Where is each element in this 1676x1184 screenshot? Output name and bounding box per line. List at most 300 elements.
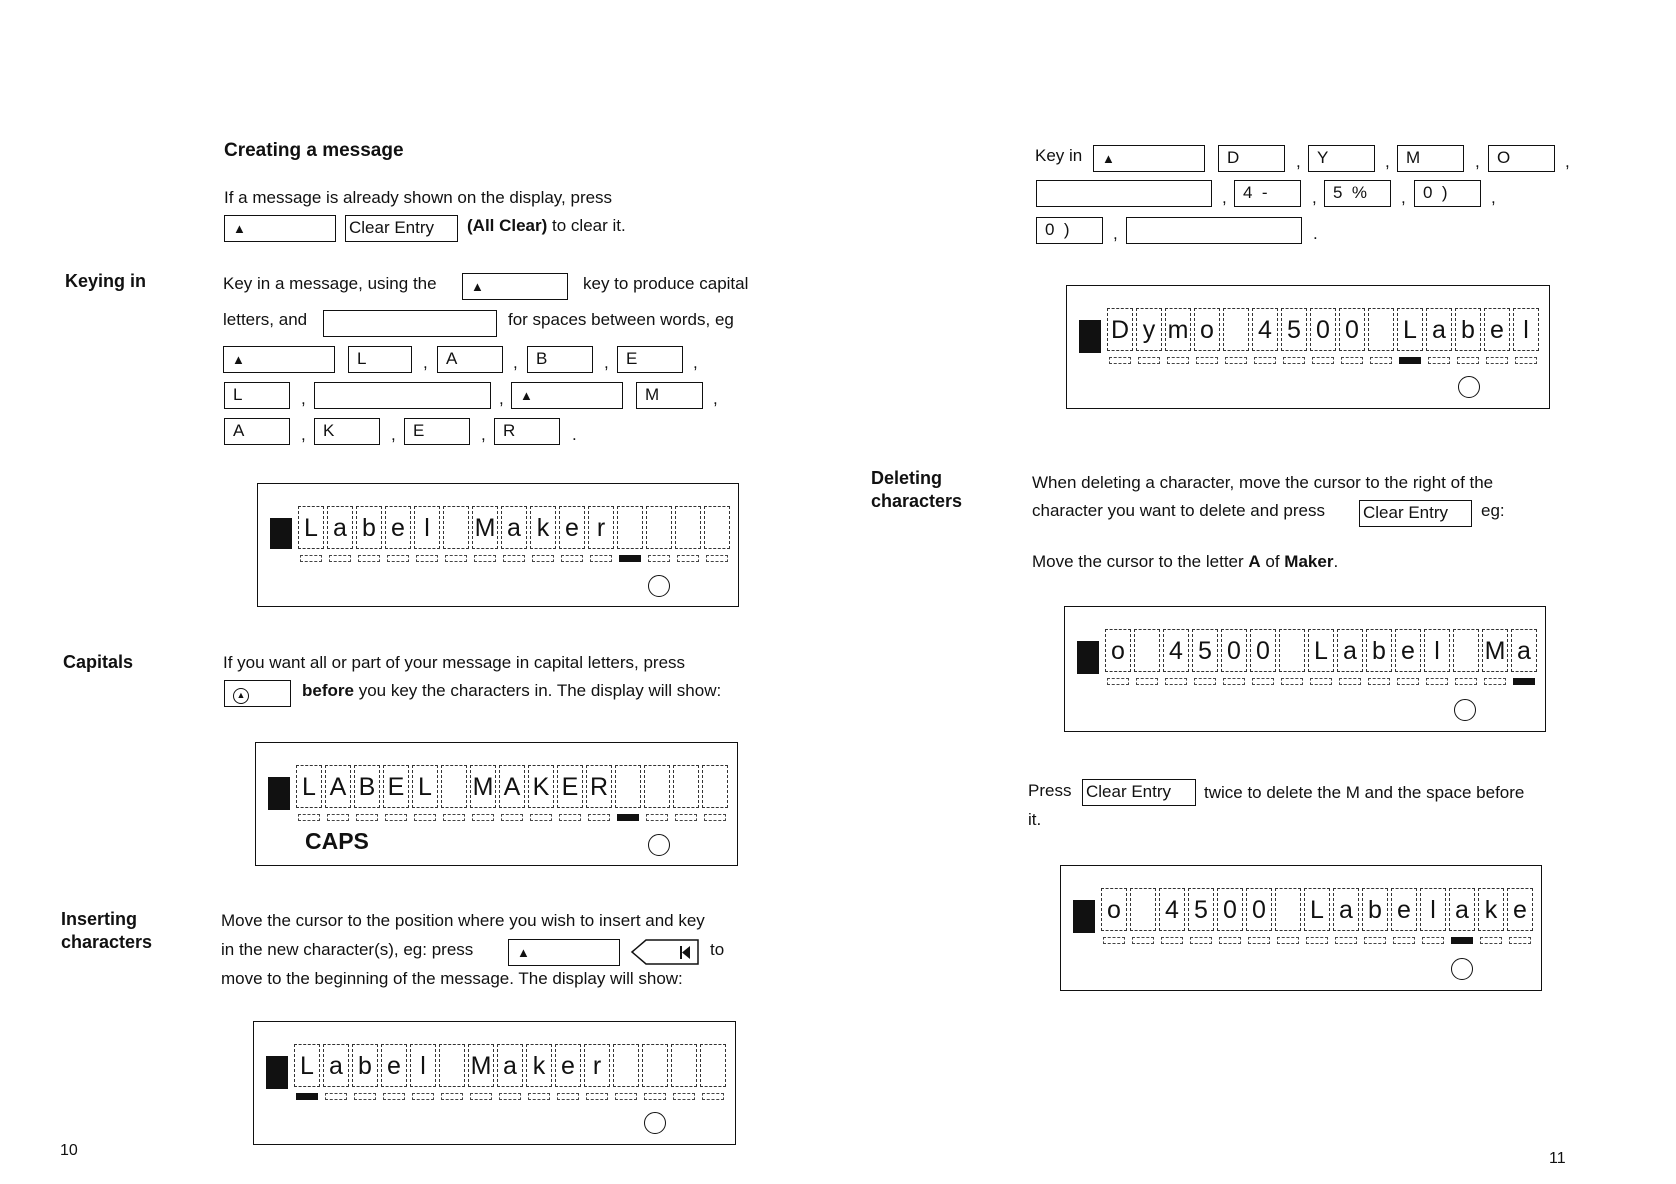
display-char-cell: 0 — [1339, 308, 1365, 351]
position-indicator — [1306, 937, 1328, 944]
display-char-cell: L — [294, 1044, 320, 1087]
key-L: L — [224, 382, 290, 409]
display-cursor — [1077, 641, 1099, 674]
position-indicator — [1341, 357, 1363, 364]
shift-key — [223, 346, 335, 373]
comma: , — [391, 425, 396, 444]
position-indicator — [499, 1093, 521, 1100]
display-char-cell: l — [1424, 629, 1450, 672]
key-5: 5 % — [1324, 180, 1391, 207]
display-char-cell: e — [385, 506, 411, 549]
display-char-cell: L — [1304, 888, 1330, 931]
display-char-cell: k — [1478, 888, 1504, 931]
key-M: M — [636, 382, 703, 409]
position-indicator — [644, 1093, 666, 1100]
lcd-display — [257, 483, 739, 607]
key-O: O — [1488, 145, 1555, 172]
lcd-display-delete-2 — [1060, 865, 1542, 991]
display-char-cell: L — [296, 765, 322, 808]
cursor-position-indicator — [1513, 678, 1535, 685]
side-label-capitals: Capitals — [63, 652, 134, 672]
display-char-cell: M — [470, 765, 496, 808]
display-cells — [1107, 308, 1542, 351]
display-char-cell: M — [1482, 629, 1508, 672]
display-char-cell — [673, 765, 699, 808]
deleting-line2b: eg: — [1481, 501, 1505, 520]
line3-a: Move the cursor to the letter — [1032, 552, 1249, 571]
comma: , — [713, 389, 718, 408]
key-A: A — [224, 418, 290, 445]
position-indicator — [503, 555, 525, 562]
position-indicator — [1370, 357, 1392, 364]
cursor-position-indicator — [1451, 937, 1473, 944]
shift-arrow-icon: ▲ — [232, 352, 245, 367]
position-indicator — [356, 814, 378, 821]
shift-arrow-icon: ▲ — [1102, 151, 1115, 166]
position-indicator — [383, 1093, 405, 1100]
keying-line2b: for spaces between words, eg — [508, 310, 734, 329]
cursor-position-indicator — [619, 555, 641, 562]
clear-entry-key: Clear Entry — [1082, 779, 1196, 806]
position-indicator — [414, 814, 436, 821]
space-key — [1036, 180, 1212, 207]
comma: , — [1565, 152, 1570, 171]
display-char-cell: r — [584, 1044, 610, 1087]
deleting-label-line1: Deleting — [871, 468, 943, 488]
comma: , — [1491, 188, 1496, 207]
comma: , — [301, 425, 306, 444]
display-cells — [1105, 629, 1540, 672]
display-char-cell — [702, 765, 728, 808]
display-char-cell: B — [354, 765, 380, 808]
display-char-cell: l — [414, 506, 440, 549]
position-indicator — [445, 555, 467, 562]
inserting-label-line1: Inserting — [61, 909, 138, 929]
position-indicator — [1252, 678, 1274, 685]
position-indicator — [530, 814, 552, 821]
lcd-display-delete-1 — [1064, 606, 1546, 732]
before-bold: before — [302, 681, 354, 700]
comma: , — [1222, 188, 1227, 207]
display-char-cell: 4 — [1159, 888, 1185, 931]
position-indicator — [1339, 678, 1361, 685]
capitals-line1: If you want all or part of your message in capital letters, press — [223, 653, 686, 672]
position-indicator — [298, 814, 320, 821]
key-E: E — [404, 418, 470, 445]
position-indicator — [1428, 357, 1450, 364]
comma: , — [1312, 188, 1317, 207]
keyin-label: Key in — [1035, 146, 1083, 165]
key-R: R — [494, 418, 560, 445]
display-cursor — [268, 777, 290, 810]
display-char-cell: E — [557, 765, 583, 808]
status-circle-icon — [1458, 376, 1480, 398]
position-indicator — [1364, 937, 1386, 944]
position-indicator — [441, 1093, 463, 1100]
display-indicators — [296, 1093, 731, 1100]
position-indicator — [1107, 678, 1129, 685]
intro-tail-text: to clear it. — [547, 216, 626, 235]
display-char-cell: o — [1105, 629, 1131, 672]
shift-arrow-icon: ▲ — [233, 221, 246, 236]
display-indicators — [1109, 357, 1544, 364]
position-indicator — [1219, 937, 1241, 944]
caps-indicator: CAPS — [305, 828, 369, 854]
display-cells — [298, 506, 733, 549]
line3-c: of — [1260, 552, 1285, 571]
deleting-label-line2: characters — [871, 491, 963, 511]
status-circle-icon — [644, 1112, 666, 1134]
intro-tail — [467, 212, 626, 240]
display-indicators — [1103, 937, 1538, 944]
display-char-cell — [617, 506, 643, 549]
display-char-cell — [644, 765, 670, 808]
key-K: K — [314, 418, 380, 445]
display-char-cell: b — [1455, 308, 1481, 351]
display-indicators — [1107, 678, 1542, 685]
display-char-cell: e — [559, 506, 585, 549]
display-char-cell: A — [325, 765, 351, 808]
comma: , — [1296, 152, 1301, 171]
display-char-cell: e — [381, 1044, 407, 1087]
display-char-cell — [704, 506, 730, 549]
display-char-cell: l — [410, 1044, 436, 1087]
position-indicator — [1515, 357, 1537, 364]
display-char-cell: 0 — [1221, 629, 1247, 672]
position-indicator — [1109, 357, 1131, 364]
display-char-cell — [439, 1044, 465, 1087]
display-char-cell: a — [327, 506, 353, 549]
position-indicator — [559, 814, 581, 821]
status-circle-icon — [648, 575, 670, 597]
display-char-cell: 0 — [1250, 629, 1276, 672]
key-A: A — [437, 346, 503, 373]
position-indicator — [1393, 937, 1415, 944]
display-char-cell: A — [499, 765, 525, 808]
position-indicator — [1132, 937, 1154, 944]
display-char-cell: k — [530, 506, 556, 549]
position-indicator — [327, 814, 349, 821]
display-char-cell: e — [1507, 888, 1533, 931]
position-indicator — [590, 555, 612, 562]
display-char-cell — [1223, 308, 1249, 351]
display-char-cell: b — [1366, 629, 1392, 672]
shift-key — [1093, 145, 1205, 172]
position-indicator — [1422, 937, 1444, 944]
key-0: 0 ) — [1414, 180, 1481, 207]
position-indicator — [325, 1093, 347, 1100]
comma: . — [572, 425, 577, 444]
display-char-cell: 5 — [1192, 629, 1218, 672]
display-char-cell: e — [555, 1044, 581, 1087]
position-indicator — [1136, 678, 1158, 685]
position-indicator — [1196, 357, 1218, 364]
display-char-cell: a — [1337, 629, 1363, 672]
position-indicator — [1223, 678, 1245, 685]
display-cursor — [266, 1056, 288, 1089]
key-0: 0 ) — [1036, 217, 1103, 244]
space-key — [1126, 217, 1302, 244]
line3-d: Maker — [1284, 552, 1334, 571]
shift-arrow-icon: ▲ — [520, 388, 533, 403]
key-4: 4 - — [1234, 180, 1301, 207]
display-char-cell: R — [586, 765, 612, 808]
press-rest2: it. — [1028, 810, 1042, 829]
display-char-cell: K — [528, 765, 554, 808]
position-indicator — [1167, 357, 1189, 364]
inserting-line2b: to — [710, 940, 725, 959]
lcd-display-caps — [255, 742, 738, 866]
position-indicator — [648, 555, 670, 562]
comma: , — [604, 353, 609, 372]
position-indicator — [300, 555, 322, 562]
keying-line2a: letters, and — [223, 310, 308, 329]
position-indicator — [387, 555, 409, 562]
display-char-cell — [700, 1044, 726, 1087]
line3-b: A — [1248, 552, 1261, 571]
display-char-cell: 0 — [1217, 888, 1243, 931]
display-indicators — [300, 555, 735, 562]
display-char-cell: l — [1420, 888, 1446, 931]
display-char-cell — [646, 506, 672, 549]
position-indicator — [1480, 937, 1502, 944]
position-indicator — [557, 1093, 579, 1100]
position-indicator — [1194, 678, 1216, 685]
deleting-line2a: character you want to delete and press — [1032, 501, 1325, 520]
section-title: Creating a message — [224, 140, 404, 161]
inserting-line2a: in the new character(s), eg: press — [221, 940, 474, 959]
comma: , — [513, 353, 518, 372]
display-char-cell: 0 — [1310, 308, 1336, 351]
display-char-cell — [1279, 629, 1305, 672]
status-circle-icon — [648, 834, 670, 856]
position-indicator — [501, 814, 523, 821]
position-indicator — [358, 555, 380, 562]
display-char-cell: 0 — [1246, 888, 1272, 931]
position-indicator — [1190, 937, 1212, 944]
display-char-cell: e — [1395, 629, 1421, 672]
position-indicator — [1426, 678, 1448, 685]
press-rest: twice to delete the M and the space before — [1204, 783, 1525, 802]
deleting-line3 — [1032, 548, 1338, 576]
all-clear-bold: (All Clear) — [467, 216, 548, 235]
display-char-cell: L — [1308, 629, 1334, 672]
cursor-position-indicator — [617, 814, 639, 821]
display-char-cell: o — [1101, 888, 1127, 931]
position-indicator — [1509, 937, 1531, 944]
clear-entry-key: Clear Entry — [1359, 500, 1472, 527]
display-char-cell: 4 — [1163, 629, 1189, 672]
key-L: L — [348, 346, 412, 373]
position-indicator — [1138, 357, 1160, 364]
display-char-cell: a — [1511, 629, 1537, 672]
position-indicator — [646, 814, 668, 821]
press-word: Press — [1028, 781, 1072, 800]
display-cells — [296, 765, 731, 808]
position-indicator — [1335, 937, 1357, 944]
position-indicator — [702, 1093, 724, 1100]
shift-key — [511, 382, 623, 409]
position-indicator — [1486, 357, 1508, 364]
inserting-line3: move to the beginning of the message. The display will show: — [221, 969, 683, 988]
key-E: E — [617, 346, 683, 373]
position-indicator — [470, 1093, 492, 1100]
position-indicator — [1161, 937, 1183, 944]
position-indicator — [561, 555, 583, 562]
cursor-position-indicator — [296, 1093, 318, 1100]
position-indicator — [1455, 678, 1477, 685]
position-indicator — [677, 555, 699, 562]
display-char-cell: a — [1426, 308, 1452, 351]
display-char-cell: a — [497, 1044, 523, 1087]
position-indicator — [1254, 357, 1276, 364]
display-char-cell — [1134, 629, 1160, 672]
comma: , — [481, 425, 486, 444]
position-indicator — [416, 555, 438, 562]
shift-arrow-icon: ▲ — [471, 279, 484, 294]
position-indicator — [1283, 357, 1305, 364]
position-indicator — [704, 814, 726, 821]
position-indicator — [1310, 678, 1332, 685]
display-char-cell — [1453, 629, 1479, 672]
display-cursor — [1079, 320, 1101, 353]
display-char-cell: e — [1391, 888, 1417, 931]
display-char-cell: a — [1333, 888, 1359, 931]
display-char-cell — [1368, 308, 1394, 351]
caps-key — [224, 680, 291, 707]
display-char-cell: a — [323, 1044, 349, 1087]
position-indicator — [1165, 678, 1187, 685]
clear-entry-key: Clear Entry — [345, 215, 458, 242]
display-char-cell — [615, 765, 641, 808]
position-indicator — [528, 1093, 550, 1100]
position-indicator — [1457, 357, 1479, 364]
display-char-cell: 5 — [1188, 888, 1214, 931]
key-M: M — [1397, 145, 1464, 172]
shift-arrow-icon: ▲ — [517, 945, 530, 960]
display-indicators — [298, 814, 733, 821]
deleting-line1: When deleting a character, move the cursor to the right of the — [1032, 473, 1494, 492]
shift-key — [508, 939, 620, 966]
comma: , — [1401, 188, 1406, 207]
keying-line1b: key to produce capital — [583, 274, 749, 293]
display-char-cell: M — [472, 506, 498, 549]
position-indicator — [354, 1093, 376, 1100]
display-char-cell — [443, 506, 469, 549]
position-indicator — [586, 1093, 608, 1100]
comma: , — [1385, 152, 1390, 171]
display-char-cell: e — [1484, 308, 1510, 351]
key-B: B — [527, 346, 593, 373]
display-char-cell: o — [1194, 308, 1220, 351]
status-circle-icon — [1451, 958, 1473, 980]
space-key — [323, 310, 497, 337]
display-char-cell: k — [526, 1044, 552, 1087]
cursor-position-indicator — [1399, 357, 1421, 364]
display-char-cell: 5 — [1281, 308, 1307, 351]
comma: , — [693, 353, 698, 372]
position-indicator — [385, 814, 407, 821]
display-char-cell: D — [1107, 308, 1133, 351]
left-arrow-key-icon — [630, 938, 700, 966]
position-indicator — [1248, 937, 1270, 944]
display-char-cell — [1275, 888, 1301, 931]
position-indicator — [1312, 357, 1334, 364]
shift-key — [224, 215, 336, 242]
display-char-cell: L — [1397, 308, 1423, 351]
caps-lock-icon: ▲ — [233, 688, 249, 704]
display-char-cell: r — [588, 506, 614, 549]
position-indicator — [1368, 678, 1390, 685]
display-char-cell: a — [501, 506, 527, 549]
display-char-cell — [671, 1044, 697, 1087]
position-indicator — [615, 1093, 637, 1100]
position-indicator — [1277, 937, 1299, 944]
line3-e: . — [1333, 552, 1339, 571]
display-char-cell: m — [1165, 308, 1191, 351]
page-number-left: 10 — [60, 1142, 78, 1159]
page-number-right: 11 — [1549, 1150, 1566, 1167]
capitals-line2-rest: you key the characters in. The display will show: — [353, 681, 722, 700]
display-char-cell — [613, 1044, 639, 1087]
move-start-key — [630, 938, 700, 966]
side-label-keying-in: Keying in — [65, 271, 147, 291]
display-cursor — [1073, 900, 1095, 933]
position-indicator — [1225, 357, 1247, 364]
key-Y: Y — [1308, 145, 1375, 172]
position-indicator — [1397, 678, 1419, 685]
position-indicator — [1103, 937, 1125, 944]
inserting-line1: Move the cursor to the position where you wish to insert and key — [221, 911, 705, 930]
display-cells — [1101, 888, 1536, 931]
display-char-cell: 4 — [1252, 308, 1278, 351]
side-label-inserting — [61, 908, 152, 954]
lcd-display-insert — [253, 1021, 736, 1145]
display-char-cell: b — [1362, 888, 1388, 931]
space-key — [314, 382, 491, 409]
display-cursor — [270, 518, 292, 549]
display-char-cell: y — [1136, 308, 1162, 351]
position-indicator — [675, 814, 697, 821]
display-char-cell: a — [1449, 888, 1475, 931]
position-indicator — [474, 555, 496, 562]
display-char-cell: E — [383, 765, 409, 808]
position-indicator — [532, 555, 554, 562]
inserting-label-line2: characters — [61, 932, 153, 952]
position-indicator — [443, 814, 465, 821]
display-char-cell: b — [356, 506, 382, 549]
position-indicator — [588, 814, 610, 821]
position-indicator — [1281, 678, 1303, 685]
shift-key — [462, 273, 568, 300]
display-char-cell: L — [412, 765, 438, 808]
intro-text: If a message is already shown on the display, press — [224, 188, 613, 207]
comma: , — [499, 389, 504, 408]
comma: , — [1113, 224, 1118, 243]
position-indicator — [673, 1093, 695, 1100]
position-indicator — [1484, 678, 1506, 685]
display-char-cell — [1130, 888, 1156, 931]
display-char-cell — [642, 1044, 668, 1087]
keying-line1a: Key in a message, using the — [223, 274, 437, 293]
status-circle-icon — [1454, 699, 1476, 721]
display-char-cell: b — [352, 1044, 378, 1087]
comma: , — [1475, 152, 1480, 171]
lcd-display-dymo — [1066, 285, 1550, 409]
display-char-cell: l — [1513, 308, 1539, 351]
comma: , — [423, 353, 428, 372]
display-char-cell — [675, 506, 701, 549]
